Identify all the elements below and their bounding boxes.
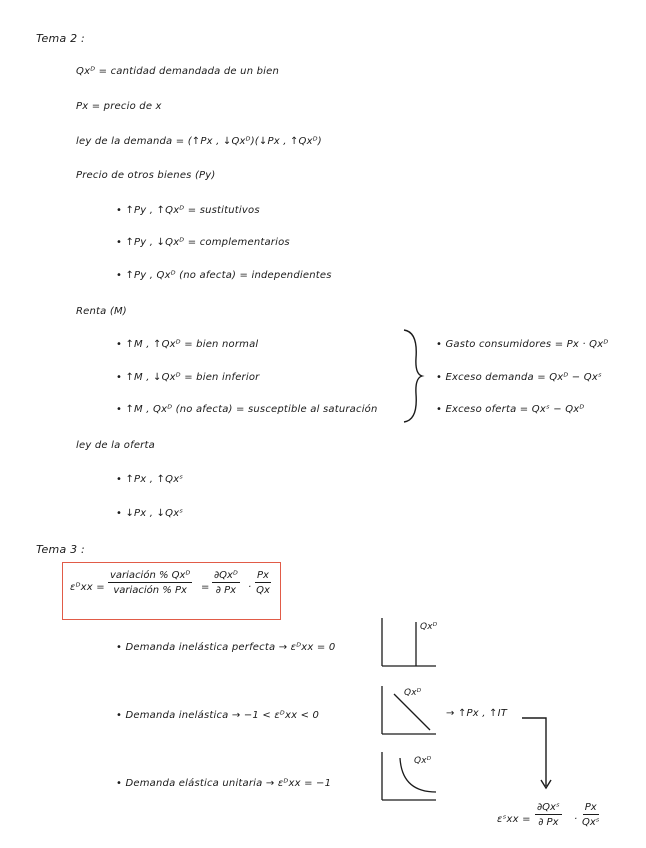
elasticity-fraction-partial bbox=[212, 570, 240, 596]
side-item-gasto: • Gasto consumidores = Px · Qxᴰ bbox=[436, 339, 609, 350]
case-inelastica-perfecta: • Demanda inelástica perfecta → εᴰxx = 0 bbox=[116, 642, 336, 653]
tema2-title: Tema 2 : bbox=[36, 32, 85, 45]
supply-dot-operator: · bbox=[574, 814, 578, 825]
fraction-denominator: variación % Px bbox=[113, 585, 187, 596]
py-item-sustitutivos: • ↑Py , ↑Qxᴰ = sustitutivos bbox=[116, 205, 260, 216]
fraction-denominator: ∂ Px bbox=[215, 585, 237, 596]
side-item-exceso-oferta: • Exceso oferta = Qxˢ − Qxᴰ bbox=[436, 404, 585, 415]
fraction-numerator: ∂Qxˢ bbox=[537, 802, 560, 813]
fraction-numerator: Px bbox=[257, 570, 269, 581]
tema3-title: Tema 3 : bbox=[36, 543, 85, 556]
ley-demanda: ley de la demanda = (↑Px , ↓Qxᴰ)(↓Px , ↑Qxᴰ) bbox=[76, 136, 322, 147]
graph2-label: Qxᴰ bbox=[404, 688, 422, 698]
curly-brace bbox=[400, 328, 424, 424]
renta-heading: Renta (M) bbox=[76, 306, 127, 317]
side-item-exceso-demanda: • Exceso demanda = Qxᴰ − Qxˢ bbox=[436, 372, 602, 383]
px-definition: Px = precio de x bbox=[76, 101, 162, 112]
case-elastica-unitaria: • Demanda elástica unitaria → εᴰxx = −1 bbox=[116, 778, 332, 789]
elasticity-lhs: εᴰxx = bbox=[70, 582, 105, 593]
equals-sign: = bbox=[201, 582, 210, 593]
fraction-denominator: Qxˢ bbox=[582, 817, 600, 828]
dot-operator: · bbox=[248, 582, 252, 593]
py-item-independientes: • ↑Py , Qxᴰ (no afecta) = independientes bbox=[116, 270, 332, 281]
precio-otros-bienes: Precio de otros bienes (Py) bbox=[76, 170, 216, 181]
supply-elasticity-lhs: εˢxx = bbox=[497, 814, 531, 825]
graph1-label: Qxᴰ bbox=[420, 622, 438, 632]
m-item-saturacion: • ↑M , Qxᴰ (no afecta) = susceptible al saturación bbox=[116, 404, 378, 415]
fraction-numerator: Px bbox=[584, 802, 597, 813]
fraction-denominator: Qx bbox=[256, 585, 270, 596]
oferta-item-down: • ↓Px , ↓Qxˢ bbox=[116, 508, 184, 519]
m-item-normal: • ↑M , ↑Qxᴰ = bien normal bbox=[116, 339, 259, 350]
oferta-item-up: • ↑Px , ↑Qxˢ bbox=[116, 474, 184, 485]
graph3-label: Qxᴰ bbox=[414, 756, 432, 766]
fraction-denominator: ∂ Px bbox=[538, 817, 559, 828]
fraction-numerator: variación % Qxᴰ bbox=[110, 570, 191, 581]
elasticity-fraction-price bbox=[255, 570, 271, 596]
arrow-result: → ↑Px , ↑IT bbox=[446, 708, 508, 719]
supply-fraction-partial bbox=[535, 802, 562, 828]
m-item-inferior: • ↑M , ↓Qxᴰ = bien inferior bbox=[116, 372, 260, 383]
fraction-numerator: ∂Qxᴰ bbox=[214, 570, 238, 581]
supply-fraction-price bbox=[582, 802, 600, 828]
elasticity-fraction-percent bbox=[108, 570, 192, 596]
ley-oferta: ley de la oferta bbox=[76, 440, 155, 451]
qd-definition: Qxᴰ = cantidad demandada de un bien bbox=[76, 66, 280, 77]
case-inelastica: • Demanda inelástica → −1 < εᴰxx < 0 bbox=[116, 710, 320, 721]
py-item-complementarios: • ↑Py , ↓Qxᴰ = complementarios bbox=[116, 237, 290, 248]
down-arrow-connector bbox=[520, 712, 560, 796]
